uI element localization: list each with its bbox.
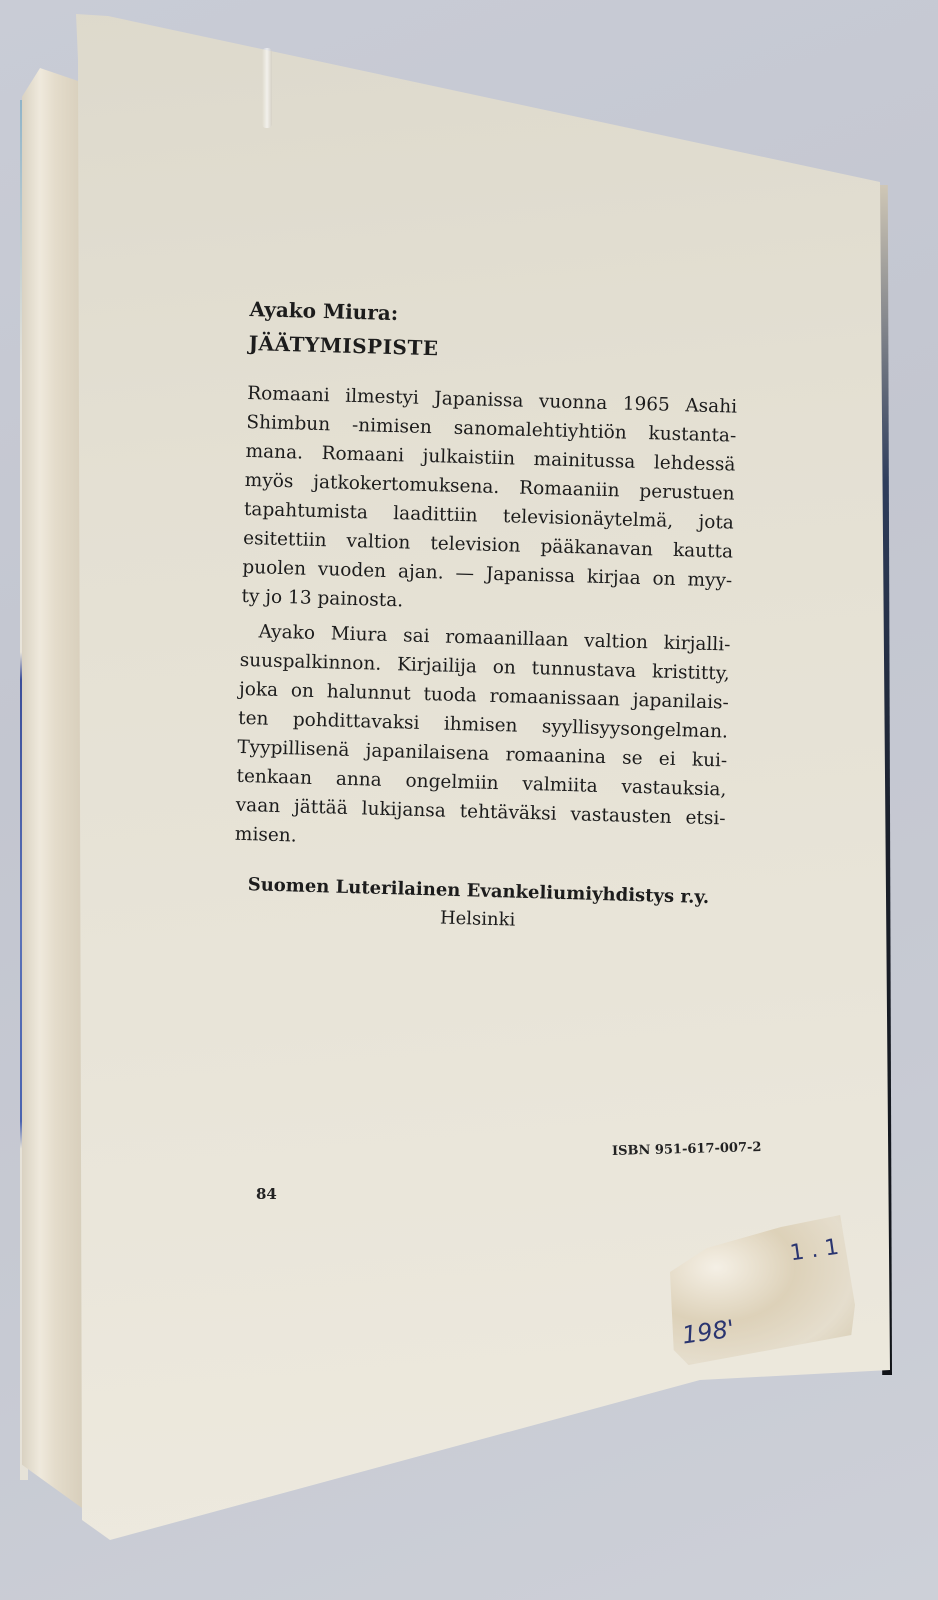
cover-crease <box>262 48 272 128</box>
text-line: misen. <box>234 823 297 847</box>
publisher-name: Suomen Luterilainen Evankeliumiyhdistys r.y. <box>247 874 710 909</box>
text-line: tenkaan anna ongelmiin valmiita vastauksia, <box>236 765 727 801</box>
description-paragraph-1 <box>241 379 737 625</box>
text-line: joka on halunnut tuoda romaanissaan japanilais- <box>238 678 730 714</box>
book-title: JÄÄTYMISPISTE <box>248 330 439 361</box>
handwritten-mark: 1 . 1 <box>788 1234 841 1267</box>
book-page-block <box>22 68 82 1508</box>
isbn-number: ISBN 951-617-007-2 <box>611 1140 762 1159</box>
text-line: mana. Romaani julkaistiin mainitussa lehdessä <box>245 440 736 476</box>
publisher-city: Helsinki <box>439 907 516 931</box>
text-line: ty jo 13 painosta. <box>241 585 404 612</box>
text-line: esitettiin valtion television pääkanavan kautta <box>242 527 734 563</box>
handwritten-year: 198' <box>680 1314 737 1350</box>
text-line: puolen vuoden ajan. — Japanissa kirjaa on myy- <box>242 556 733 592</box>
text-line: suuspalkinnon. Kirjailija on tunnustava kristitty, <box>239 649 730 685</box>
text-line: tapahtumista laadittiin televisionäytelmä, jota <box>243 498 735 534</box>
text-line: Shimbun -nimisen sanomalehtiyhtiön kustanta- <box>246 411 737 447</box>
description-paragraph-2 <box>235 617 731 863</box>
cover-text-block <box>232 295 739 940</box>
text-line: Romaani ilmestyi Japanissa vuonna 1965 Asahi <box>246 382 738 418</box>
author-name: Ayako Miura: <box>249 296 399 326</box>
text-line: Ayako Miura sai romaanillaan valtion kirjalli- <box>258 621 731 656</box>
text-line: myös jatkokertomuksena. Romaaniin perustuen <box>244 469 735 505</box>
text-line: vaan jättää lukijansa tehtäväksi vastausten etsi- <box>235 794 726 830</box>
text-line: ten pohdittavaksi ihmisen syyllisyysongelman. <box>237 707 729 743</box>
page-count: 84 <box>256 1185 277 1203</box>
text-line: Tyypillisenä japanilaisena romaanina se ei kui- <box>237 736 728 772</box>
